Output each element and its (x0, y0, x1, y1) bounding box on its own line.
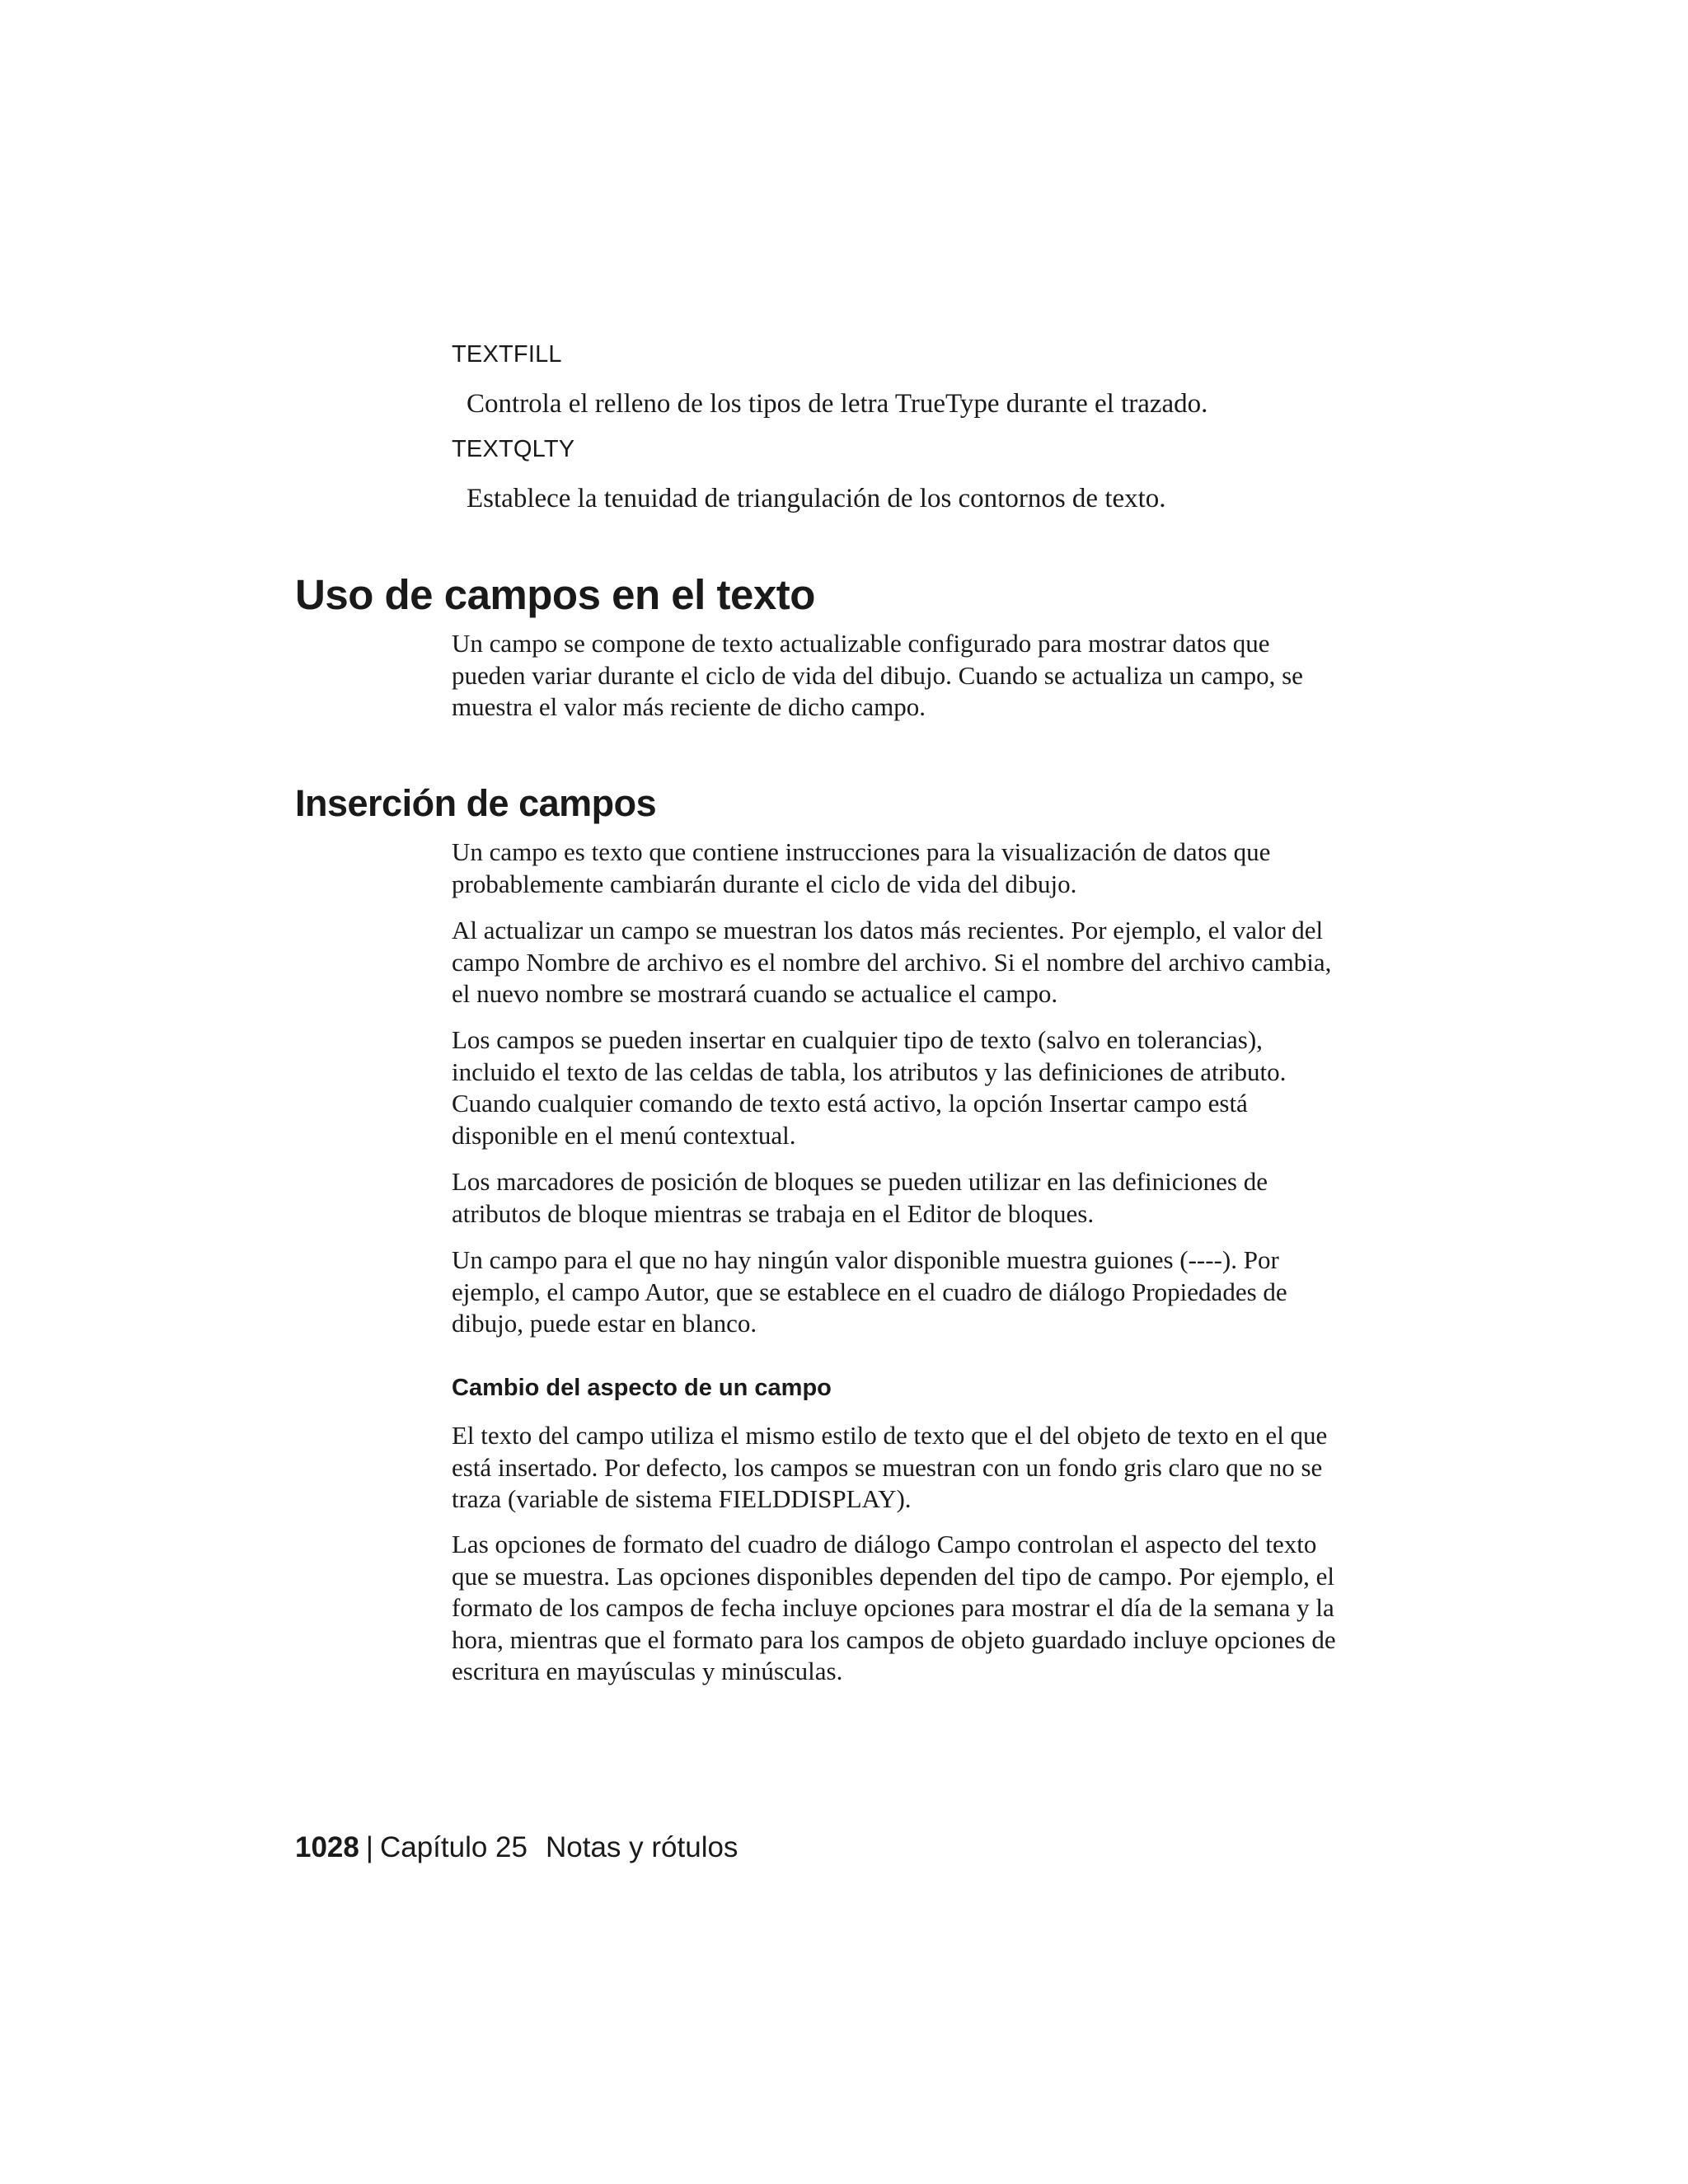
section2-paragraph-4: Los marcadores de posición de bloques se pueden utilizar en las definiciones de atributos de bloque mientras se trabaja en el Editor de bloques. (452, 1167, 1268, 1228)
page-number: 1028 (295, 1831, 359, 1863)
chapter-title: Notas y rótulos (546, 1831, 738, 1863)
variable-description-textfill: Controla el relleno de los tipos de letra TrueType durante el trazado. (467, 389, 1208, 419)
section2-paragraph-2: Al actualizar un campo se muestran los datos más recientes. Por ejemplo, el valor del campo Nombre de archivo es el nombre del archivo. Si el nombre del archivo cambia, el nuevo nombre se mostrará cuando se actualice el campo. (452, 916, 1332, 1008)
subsection-heading-cambio-del-aspecto: Cambio del aspecto de un campo (452, 1375, 832, 1401)
section-heading-insercion-de-campos: Inserción de campos (295, 782, 657, 824)
section1-paragraph: Un campo se compone de texto actualizable configurado para mostrar datos que pueden variar durante el ciclo de vida del dibujo. Cuando se actualiza un campo, se muestra el valor más reciente de dicho campo. (452, 629, 1303, 721)
section-heading-uso-de-campos: Uso de campos en el texto (295, 571, 815, 618)
section2-paragraph-3: Los campos se pueden insertar en cualquier tipo de texto (salvo en tolerancias), incluido el texto de las celdas de tabla, los atributos y las definiciones de atributo. Cuando cualquier comando de texto está activo, la opción Insertar campo está disponible en el menú contextual. (452, 1025, 1287, 1150)
subsection-paragraph-2: Las opciones de formato del cuadro de diálogo Campo controlan el aspecto del texto que se muestra. Las opciones disponibles dependen del tipo de campo. Por ejemplo, el formato de los campos de fecha incluye opciones para mostrar el día de la semana y la hora, mientras que el formato para los campos de objeto guardado incluye opciones de escritura en mayúsculas y minúsculas. (452, 1530, 1336, 1685)
variable-name-textqlty: TEXTQLTY (452, 436, 575, 462)
section2-paragraph-5: Un campo para el que no hay ningún valor disponible muestra guiones (----). Por ejemplo, el campo Autor, que se establece en el cuadro de diálogo Propiedades de dibujo, puede estar en blanco. (452, 1245, 1287, 1338)
page-footer (295, 1830, 738, 1866)
variable-name-textfill: TEXTFILL (452, 341, 562, 368)
subsection-paragraph-1: El texto del campo utiliza el mismo estilo de texto que el del objeto de texto en el que está insertado. Por defecto, los campos se muestran con un fondo gris claro que no se traza (variable de sistema FIELDDISPLAY). (452, 1421, 1328, 1513)
section2-paragraph-1: Un campo es texto que contiene instrucciones para la visualización de datos que probablemente cambiarán durante el ciclo de vida del dibujo. (452, 837, 1271, 898)
variable-description-textqlty: Establece la tenuidad de triangulación de los contornos de texto. (467, 484, 1166, 513)
footer-separator: | (365, 1831, 373, 1863)
chapter-label: Capítulo 25 (379, 1831, 528, 1863)
